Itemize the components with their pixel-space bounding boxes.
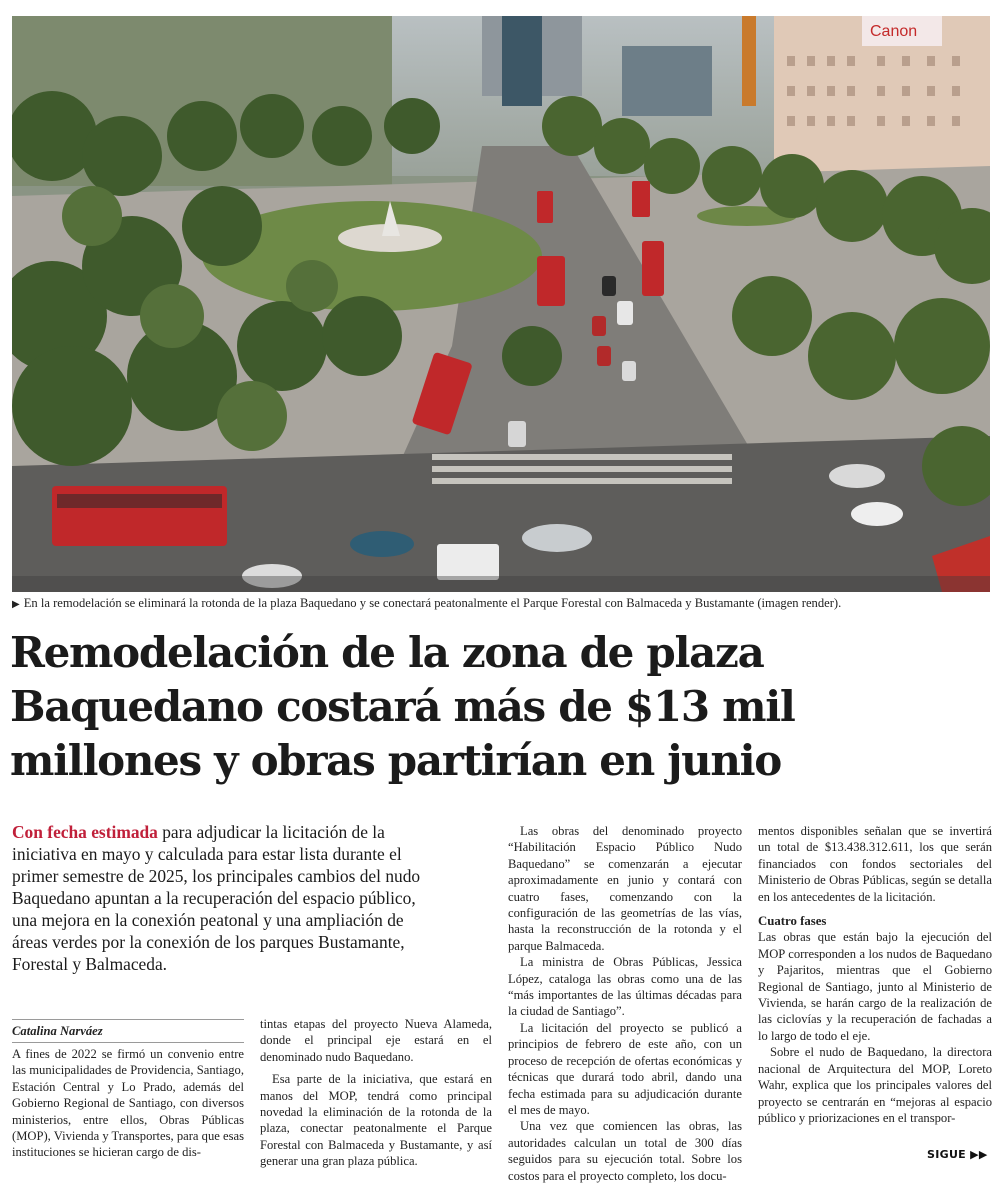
paragraph: A fines de 2022 se firmó un convenio entre las municipalidades de Providencia, Santiago, Estación Central y Lo Prado, además del Gobierno Regional de Santiago, con diversos ministerios, entre ellos, Obras Públicas (MOP), Vivienda y Transportes, para que esas instituciones se hicieran cargo de dis- — [12, 1047, 244, 1160]
byline-top-rule — [12, 1019, 244, 1020]
byline-bottom-rule — [12, 1042, 244, 1043]
paragraph: mentos disponibles señalan que se invertirá un total de $13.438.312.611, los que serán financiados con fondos sectoriales del Ministerio de Obras Públicas, según se detalla en los antecedentes de la licitación. — [758, 824, 992, 904]
caption-text: En la remodelación se eliminará la rotonda de la plaza Baquedano y se conectará peatonalmente el Parque Forestal con Balmaceda y Bustamante (imagen render). — [23, 596, 842, 610]
paragraph: Las obras del denominado proyecto “Habilitación Espacio Público Nudo Baquedano” se comenzarán a ejecutar aproximadamente en junio y contará con cuatro fases, comenzando con la configuración de las geometrías de las vías, hasta la reconstrucción de la rotonda y el parque Balmaceda. — [508, 824, 742, 953]
canon-sign: Canon — [870, 23, 918, 40]
body-column-1 — [12, 1046, 244, 1161]
continues-marker: SIGUE ▶▶ — [927, 1148, 988, 1161]
paragraph: Esa parte de la iniciativa, que estará en manos del MOP, tendrá como principal novedad la eliminación de la rotonda de la plaza, conectar peatonalmente el Parque Forestal con Balmaceda y Bustamante, y así generar una gran plaza pública. — [260, 1072, 492, 1169]
paragraph: La licitación del proyecto se publicó a principios de febrero de este año, con un proceso de recepción de ofertas económicas y técnicas que durará todo abril, dando una fecha estimada para su adjudicación durante el mes de mayo. — [508, 1020, 742, 1117]
plaza-render-illustration — [12, 16, 990, 592]
photo-caption — [12, 596, 992, 611]
body-column-3 — [508, 823, 742, 1184]
body-column-4 — [758, 823, 992, 1126]
lede — [12, 821, 432, 975]
lede-kicker: Con fecha estimada — [12, 822, 158, 842]
paragraph: Sobre el nudo de Baquedano, la directora nacional de Arquitectura del MOP, Loreto Wahr, explica que los principales valores del proyecto se centrarán en “mejoras al espacio público y priorizaciones en el transpor- — [758, 1045, 992, 1125]
lede-text: para adjudicar la licitación de la iniciativa en mayo y calculada para estar lista durante el primer semestre de 2025, los principales cambios del nudo Baquedano apuntan a la recuperación del espacio público, una mejora en la conexión peatonal y una ampliación de áreas verdes por la conexión de los parques Bustamante, Forestal y Balmaceda. — [12, 822, 421, 974]
subhead: Cuatro fases — [758, 914, 827, 929]
byline: Catalina Narváez — [12, 1024, 103, 1038]
paragraph: Las obras que están bajo la ejecución del MOP corresponden a los nudos de Baquedano y Pajaritos, mientras que el Gobierno Regional de Santiago, junto al Ministerio de Vivienda, se harán cargo de la realización de las ciclovías y la recuperación de fachadas a lo largo de todo el eje. — [758, 930, 992, 1043]
caption-triangle-icon: ▶ — [12, 599, 20, 610]
paragraph: La ministra de Obras Públicas, Jessica López, cataloga las obras como una de las “más importantes de las últimas décadas para la ciudad de Santiago”. — [508, 955, 742, 1019]
body-column-2 — [260, 1016, 492, 1170]
headline: Remodelación de la zona de plaza Baquedano costará más de $13 mil millones y obras partirían en junio — [10, 628, 795, 785]
article-photo — [12, 16, 990, 592]
paragraph: Una vez que comiencen las obras, las autoridades calculan un total de 300 días seguidos para su ejecución total. Sobre los costos para el proyecto completo, los docu- — [508, 1119, 742, 1183]
paragraph: tintas etapas del proyecto Nueva Alameda, donde el principal eje estará en el denominado nudo Baquedano. — [260, 1017, 492, 1064]
